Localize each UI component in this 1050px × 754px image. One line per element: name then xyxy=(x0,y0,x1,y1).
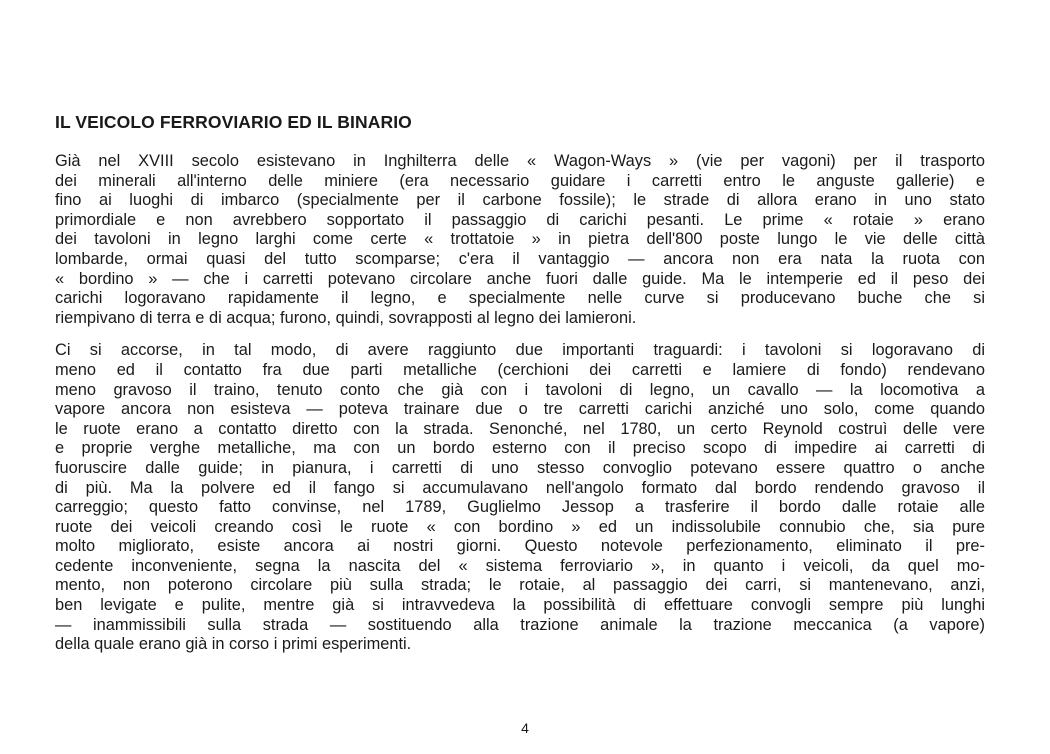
paragraph xyxy=(55,152,985,328)
text-line: fuoruscire dalle guide; in pianura, i carretti di uno stesso convoglio potevano essere quattro o anche xyxy=(55,458,985,477)
text-line: carichi logoravano rapidamente il legno, e specialmente nelle curve si producevano buche che si xyxy=(55,289,985,308)
text-line: meno ed il contatto fra due parti metalliche (cerchioni dei carretti e lamiere di fondo) rendevano xyxy=(55,360,985,379)
text-line: dei tavoloni in legno larghi come certe « trottatoie » in pietra dell'800 poste lungo le vie delle città xyxy=(55,230,985,249)
text-line: carreggio; questo fatto convinse, nel 1789, Guglielmo Jessop a trasferire il bordo dalle rotaie alle xyxy=(55,498,985,517)
text-line: meno gravoso il traino, tenuto conto che già con i tavoloni di legno, un cavallo — la locomotiva a xyxy=(55,380,985,399)
text-line: le ruote erano a contatto diretto con la strada. Senonché, nel 1780, un certo Reynold costruì delle vere xyxy=(55,419,985,438)
paragraph xyxy=(55,341,985,655)
text-line: ruote dei veicoli creando così le ruote « con bordino » ed un indissolubile connubio che, sia pure xyxy=(55,517,985,536)
text-line: primordiale e non avrebbero sopportato il passaggio di carichi pesanti. Le prime « rotaie » erano xyxy=(55,210,985,229)
text-line: della quale erano già in corso i primi esperimenti. xyxy=(55,635,412,654)
text-line: dei minerali all'interno delle miniere (era necessario guidare i carretti entro le anguste gallerie) e xyxy=(55,171,985,190)
text-line: Ci si accorse, in tal modo, di avere raggiunto due importanti traguardi: i tavoloni si logoravano di xyxy=(55,341,985,360)
text-line: di più. Ma la polvere ed il fango si accumulavano nell'angolo formato dal bordo rendendo gravoso il xyxy=(55,478,985,497)
text-line: mento, non poterono circolare più sulla strada; le rotaie, al passaggio dei carri, si mantenevano, anzi, xyxy=(55,576,985,595)
text-line: fino ai luoghi di imbarco (specialmente per il carbone fossile); le strade di allora erano in uno stato xyxy=(55,191,985,210)
text-line: ben levigate e pulite, mentre già si intravvedeva la possibilità di effettuare convogli sempre più lunghi xyxy=(55,596,985,615)
text-line: lombarde, ormai quasi del tutto scomparse; c'era il vantaggio — ancora non era nata la ruota con xyxy=(55,249,985,268)
text-line: cedente inconveniente, segna la nascita del « sistema ferroviario », in quanto i veicoli, da quel mo- xyxy=(55,556,985,575)
paragraph-container xyxy=(55,152,985,655)
document-body xyxy=(55,112,985,655)
text-line: e proprie verghe metalliche, ma con un bordo esterno con il preciso scopo di impedire ai carretti di xyxy=(55,439,985,458)
text-line: Già nel XVIII secolo esistevano in Inghilterra delle « Wagon-Ways » (vie per vagoni) per il trasporto xyxy=(55,152,985,170)
text-line: molto migliorato, esiste ancora ai nostri giorni. Questo notevole perfezionamento, eliminato il pre- xyxy=(55,537,985,556)
text-line: vapore ancora non esisteva — poteva trainare due o tre carretti carichi anziché uno solo, come quando xyxy=(55,400,985,419)
page-number: 4 xyxy=(521,720,529,736)
text-line: « bordino » — che i carretti potevano circolare anche fuori dalle guide. Ma le intemperie ed il peso dei xyxy=(55,269,985,288)
chapter-title: IL VEICOLO FERROVIARIO ED IL BINARIO xyxy=(55,112,412,132)
text-line: riempivano di terra e di acqua; furono, quindi, sovrapposti al legno dei lamieroni. xyxy=(55,308,637,327)
text-line: — inammissibili sulla strada — sostituendo alla trazione animale la trazione meccanica (a vapore) xyxy=(55,615,985,634)
